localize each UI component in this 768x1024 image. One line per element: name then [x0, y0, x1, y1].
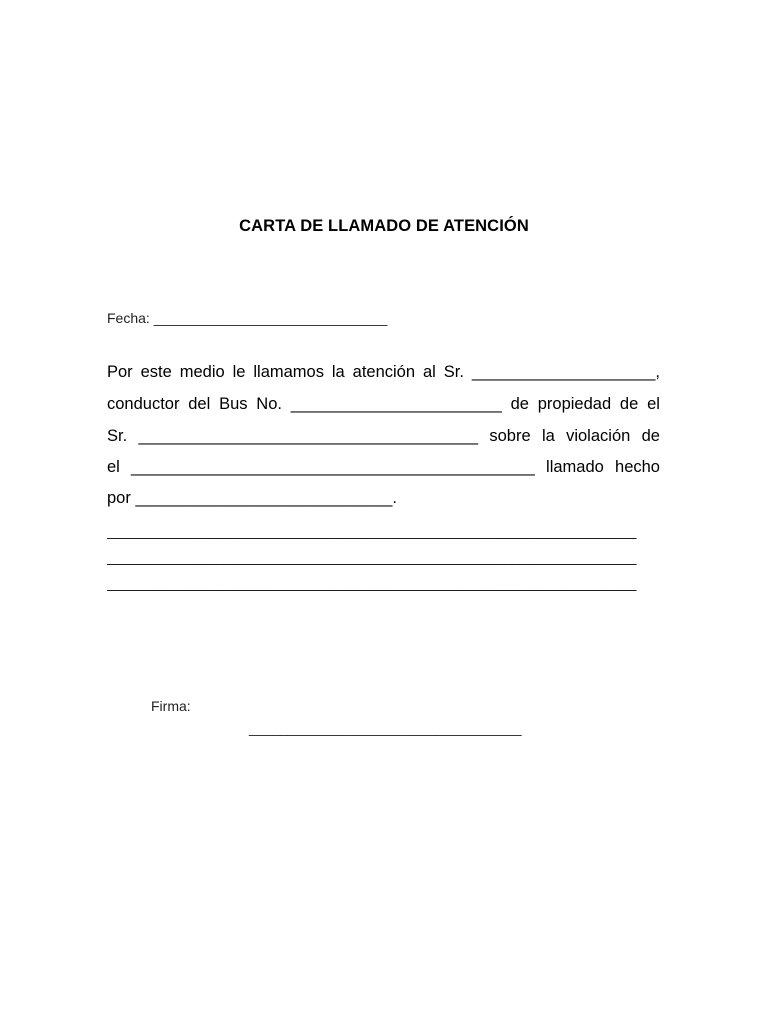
word: medio — [179, 363, 225, 381]
word: de — [510, 395, 529, 413]
issuer-blank: ____________________________ — [135, 489, 393, 507]
word: el — [107, 458, 120, 476]
date-field — [107, 308, 387, 328]
body-line-5 — [107, 487, 660, 509]
blank-line-2: ____________________________________________________________________ — [107, 549, 637, 565]
word: sobre — [489, 427, 531, 445]
body-line-1 — [107, 361, 660, 383]
word: conductor — [107, 395, 180, 413]
word: la — [541, 427, 555, 445]
word: llamado — [546, 458, 604, 476]
word: de — [641, 427, 660, 445]
word: por — [107, 489, 131, 507]
bus-number-blank: _______________________ — [290, 395, 502, 413]
word: violación — [566, 427, 631, 445]
word: le — [232, 363, 246, 381]
word: Por — [107, 363, 133, 381]
word: No. — [256, 395, 282, 413]
word: el — [647, 395, 660, 413]
word: de — [619, 395, 639, 413]
word: Sr. — [107, 427, 128, 445]
word: la — [331, 363, 345, 381]
body-line-2 — [107, 393, 660, 415]
word: hecho — [615, 458, 660, 476]
blank-line-1: ____________________________________________________________________ — [107, 523, 637, 539]
date-label: Fecha: — [107, 310, 150, 326]
word: propiedad — [537, 395, 612, 413]
word: Bus — [219, 395, 248, 413]
word: atención — [352, 363, 416, 381]
word: al — [422, 363, 436, 381]
document-title: CARTA DE LLAMADO DE ATENCIÓN — [239, 217, 529, 235]
body-line-3 — [107, 425, 660, 447]
name-blank: ____________________, — [471, 363, 660, 381]
violation-blank: ____________________________________________ — [131, 458, 535, 476]
word: este — [140, 363, 172, 381]
word: llamamos — [253, 363, 324, 381]
date-blank: ______________________________ — [153, 310, 388, 326]
owner-blank: _____________________________________ — [138, 427, 479, 445]
signature-line: ___________________________________ — [249, 720, 522, 736]
word: Sr. — [443, 363, 464, 381]
word: del — [188, 395, 211, 413]
body-line-4 — [107, 456, 660, 478]
signature-label: Firma: — [151, 698, 191, 714]
blank-line-3: ____________________________________________________________________ — [107, 575, 637, 591]
period: . — [392, 489, 397, 507]
